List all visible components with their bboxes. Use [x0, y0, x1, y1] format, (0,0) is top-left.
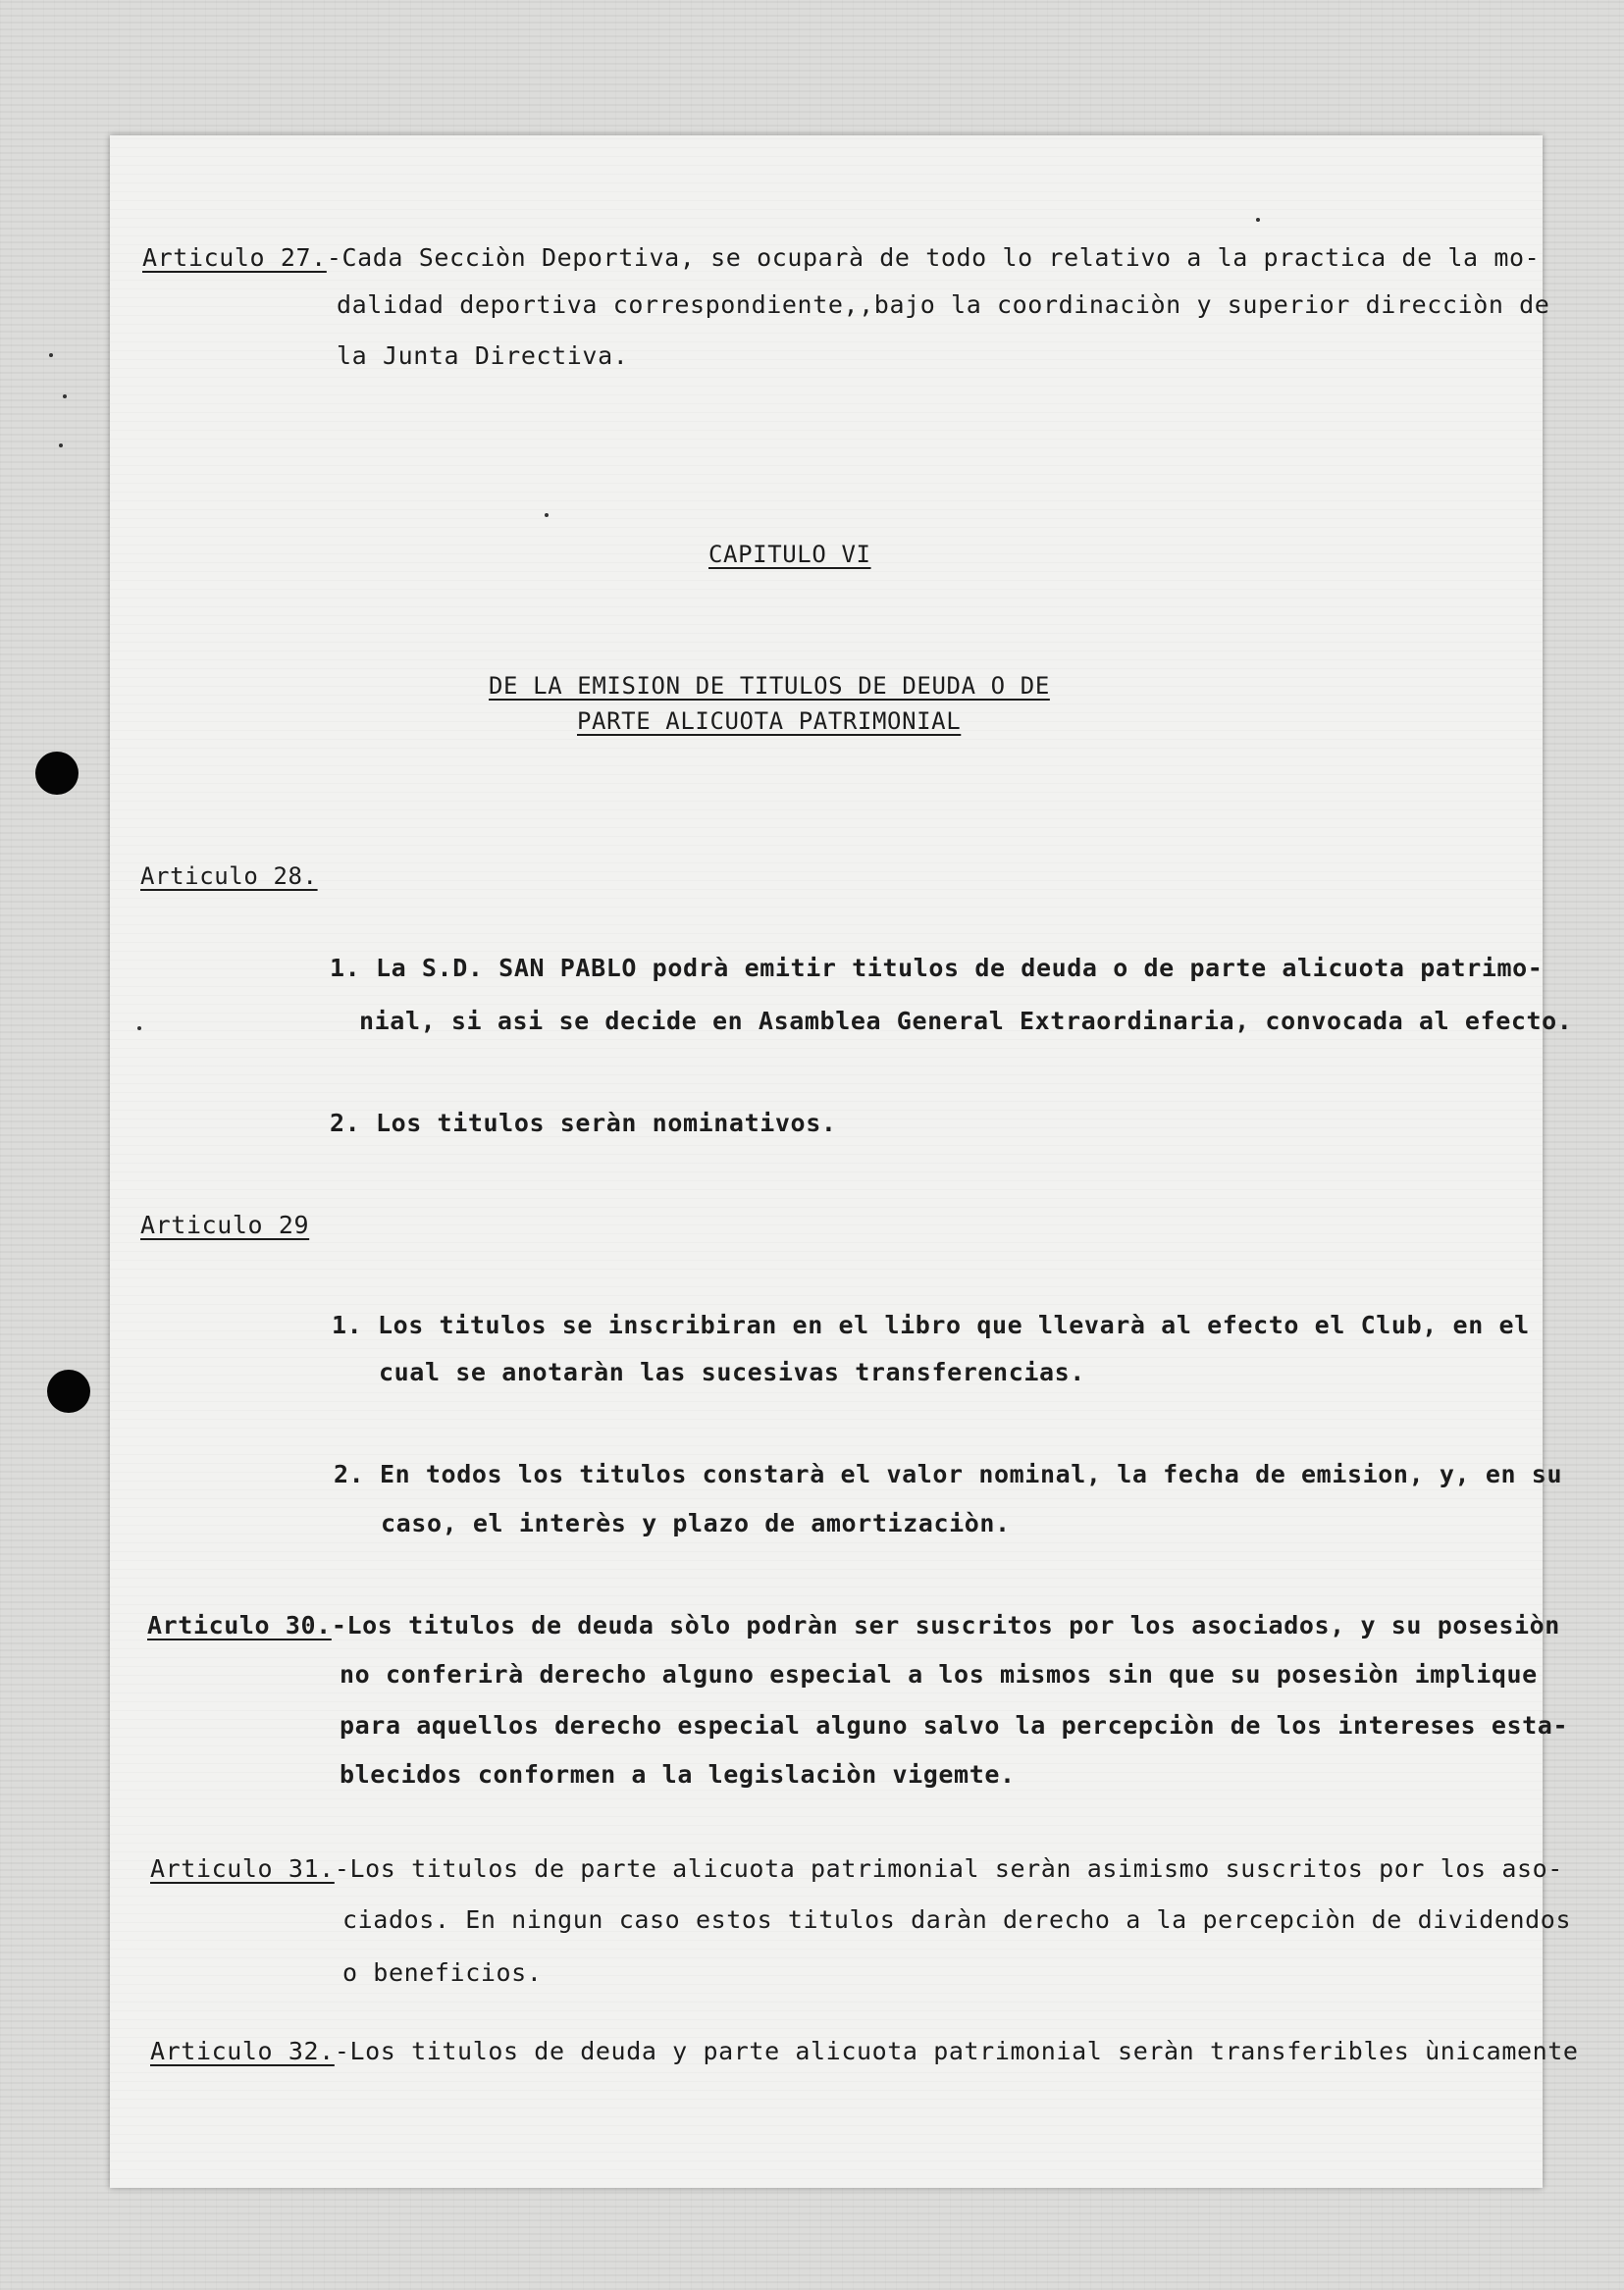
art29-item2-line1: 2. En todos los titulos constarà el valor nominal, la fecha de emision, y, en su: [334, 1460, 1563, 1488]
art30-line2: no conferirà derecho alguno especial a los mismos sin que su posesiòn implique: [340, 1660, 1538, 1689]
art27-heading: Articulo 27.: [142, 243, 327, 272]
chapter-title: CAPITULO VI: [708, 541, 871, 568]
art28-heading: Articulo 28.: [140, 862, 318, 890]
art29-item1-line2: cual se anotaràn las sucesivas transferencias.: [379, 1358, 1085, 1386]
scan-speck: [137, 1026, 141, 1030]
art29-item1-line1: 1. Los titulos se inscribiran en el libro que llevarà al efecto el Club, en el: [332, 1311, 1530, 1339]
art27-line3: la Junta Directiva.: [337, 341, 629, 370]
chapter-subtitle-line2: PARTE ALICUOTA PATRIMONIAL: [577, 707, 962, 735]
scan-speck: [545, 513, 549, 517]
art30-line4: blecidos conformen a la legislaciòn vigemte.: [340, 1760, 1016, 1789]
art31-line1: Articulo 31.-Los titulos de parte alicuota patrimonial seràn asimismo suscritos por los aso-: [150, 1854, 1563, 1883]
punch-hole-top: [35, 752, 79, 795]
art27-line2: dalidad deportiva correspondiente,,bajo la coordinaciòn y superior direcciòn de: [337, 290, 1550, 319]
art28-item2-line1: 2. Los titulos seràn nominativos.: [330, 1109, 837, 1137]
art29-heading: Articulo 29: [140, 1211, 310, 1239]
art30-line3: para aquellos derecho especial alguno salvo la percepciòn de los intereses esta-: [340, 1711, 1569, 1740]
art31-line2: ciados. En ningun caso estos titulos daràn derecho a la percepciòn de dividendos: [342, 1905, 1572, 1934]
scan-speck: [63, 394, 67, 398]
art30-line1: Articulo 30.-Los titulos de deuda sòlo podràn ser suscritos por los asociados, y su posesiòn: [147, 1611, 1560, 1639]
scan-speck: [1256, 218, 1260, 222]
scan-speck: [49, 353, 53, 357]
scan-speck: [59, 443, 63, 447]
art28-item1-line1: 1. La S.D. SAN PABLO podrà emitir titulos de deuda o de parte alicuota patrimo-: [330, 954, 1544, 982]
art32-line1: Articulo 32.-Los titulos de deuda y parte alicuota patrimonial seràn transferibles ùnicamente: [150, 2037, 1579, 2065]
art31-line3: o beneficios.: [342, 1958, 543, 1987]
art32-heading: Articulo 32.: [150, 2037, 335, 2065]
art28-item1-line2: nial, si asi se decide en Asamblea General Extraordinaria, convocada al efecto.: [359, 1007, 1573, 1035]
punch-hole-bottom: [47, 1370, 90, 1413]
art30-heading: Articulo 30.: [147, 1611, 332, 1639]
art31-heading: Articulo 31.: [150, 1854, 335, 1883]
art27-line1: Articulo 27.-Cada Secciòn Deportiva, se ocuparà de todo lo relativo a la practica de la mo-: [142, 243, 1541, 272]
art29-item2-line2: caso, el interès y plazo de amortizaciòn.: [381, 1509, 1011, 1537]
chapter-subtitle-line1: DE LA EMISION DE TITULOS DE DEUDA O DE: [489, 672, 1050, 700]
